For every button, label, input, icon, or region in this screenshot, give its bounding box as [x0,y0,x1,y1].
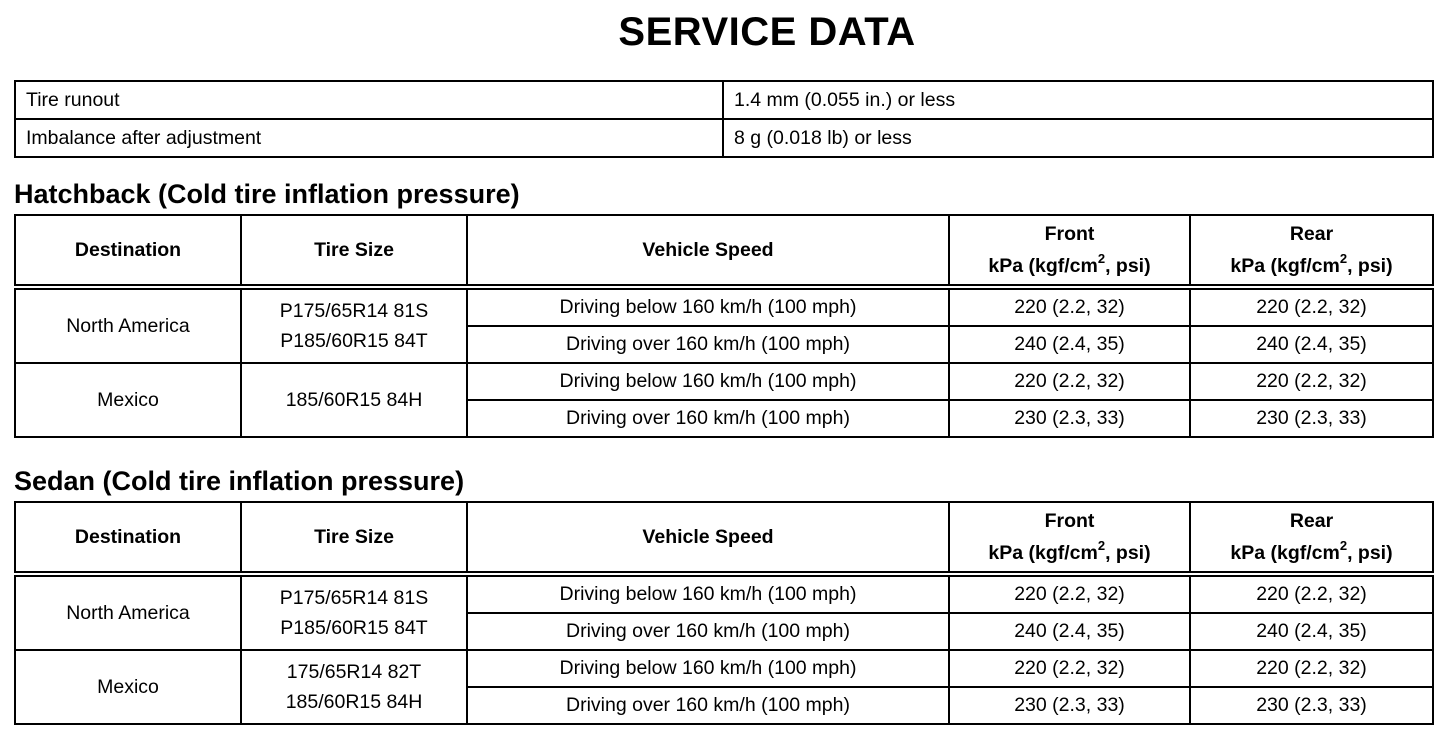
rear-pressure-cell: 240 (2.4, 35) [1190,326,1433,363]
table-row [15,287,1433,326]
spec-value: 8 g (0.018 lb) or less [723,119,1433,157]
table-row [15,81,1433,119]
unit-label: kPa ($kgf/cm^2$, psi) [988,537,1151,564]
speed-cell: Driving over 160 km/h (100 mph) [467,400,949,437]
rear-pressure-cell: 230 (2.3, 33) [1190,400,1433,437]
front-header [949,215,1190,287]
rear-pressure-cell: 220 (2.2, 32) [1190,363,1433,400]
front-label: Front [1044,223,1095,245]
destination-cell: North America [15,574,241,650]
sedan-table [14,501,1434,725]
front-pressure-cell: 230 (2.3, 33) [949,687,1190,724]
vehicle-speed-header: Vehicle Speed [467,502,949,574]
destination-header: Destination [15,502,241,574]
table-row [15,574,1433,613]
speed-cell: Driving below 160 km/h (100 mph) [467,287,949,326]
destination-cell: Mexico [15,650,241,724]
destination-cell: North America [15,287,241,363]
tire-size-cell: P175/65R14 81S P185/60R15 84T [241,574,467,650]
header-row [15,502,1433,574]
table-row [15,650,1433,687]
vehicle-speed-header: Vehicle Speed [467,215,949,287]
unit-label: kPa ($kgf/cm^2$, psi) [988,250,1151,277]
table-row [15,119,1433,157]
spec-label: Tire runout [15,81,723,119]
speed-cell: Driving below 160 km/h (100 mph) [467,363,949,400]
speed-cell: Driving below 160 km/h (100 mph) [467,574,949,613]
table-row [15,363,1433,400]
spec-label: Imbalance after adjustment [15,119,723,157]
sedan-heading: Sedan (Cold tire inflation pressure) [14,466,465,496]
rear-label: Rear [1289,510,1334,532]
speed-cell: Driving over 160 km/h (100 mph) [467,326,949,363]
front-pressure-cell: 220 (2.2, 32) [949,287,1190,326]
rear-pressure-cell: 240 (2.4, 35) [1190,613,1433,650]
front-pressure-cell: 220 (2.2, 32) [949,574,1190,613]
front-header [949,502,1190,574]
front-pressure-cell: 240 (2.4, 35) [949,326,1190,363]
tire-size-cell: 175/65R14 82T 185/60R15 84H [241,650,467,724]
hatchback-heading: Hatchback (Cold tire inflation pressure) [14,179,520,209]
tire-size-header: Tire Size [241,502,467,574]
speed-cell: Driving below 160 km/h (100 mph) [467,650,949,687]
general-spec-table [14,80,1434,158]
speed-cell: Driving over 160 km/h (100 mph) [467,613,949,650]
rear-pressure-cell: 220 (2.2, 32) [1190,650,1433,687]
page-title: SERVICE DATA [618,10,916,54]
front-pressure-cell: 230 (2.3, 33) [949,400,1190,437]
rear-header [1190,215,1433,287]
hatchback-table [14,214,1434,438]
tire-size-cell: P175/65R14 81S P185/60R15 84T [241,287,467,363]
front-label: Front [1044,510,1095,532]
tire-size-header: Tire Size [241,215,467,287]
spec-value: 1.4 mm (0.055 in.) or less [723,81,1433,119]
destination-cell: Mexico [15,363,241,437]
unit-label: kPa ($kgf/cm^2$, psi) [1230,250,1393,277]
speed-cell: Driving over 160 km/h (100 mph) [467,687,949,724]
tire-size-cell: 185/60R15 84H [241,363,467,437]
rear-pressure-cell: 220 (2.2, 32) [1190,287,1433,326]
rear-pressure-cell: 230 (2.3, 33) [1190,687,1433,724]
rear-pressure-cell: 220 (2.2, 32) [1190,574,1433,613]
destination-header: Destination [15,215,241,287]
front-pressure-cell: 220 (2.2, 32) [949,650,1190,687]
header-row [15,215,1433,287]
rear-header [1190,502,1433,574]
rear-label: Rear [1289,223,1334,245]
unit-label: kPa ($kgf/cm^2$, psi) [1230,537,1393,564]
front-pressure-cell: 220 (2.2, 32) [949,363,1190,400]
front-pressure-cell: 240 (2.4, 35) [949,613,1190,650]
